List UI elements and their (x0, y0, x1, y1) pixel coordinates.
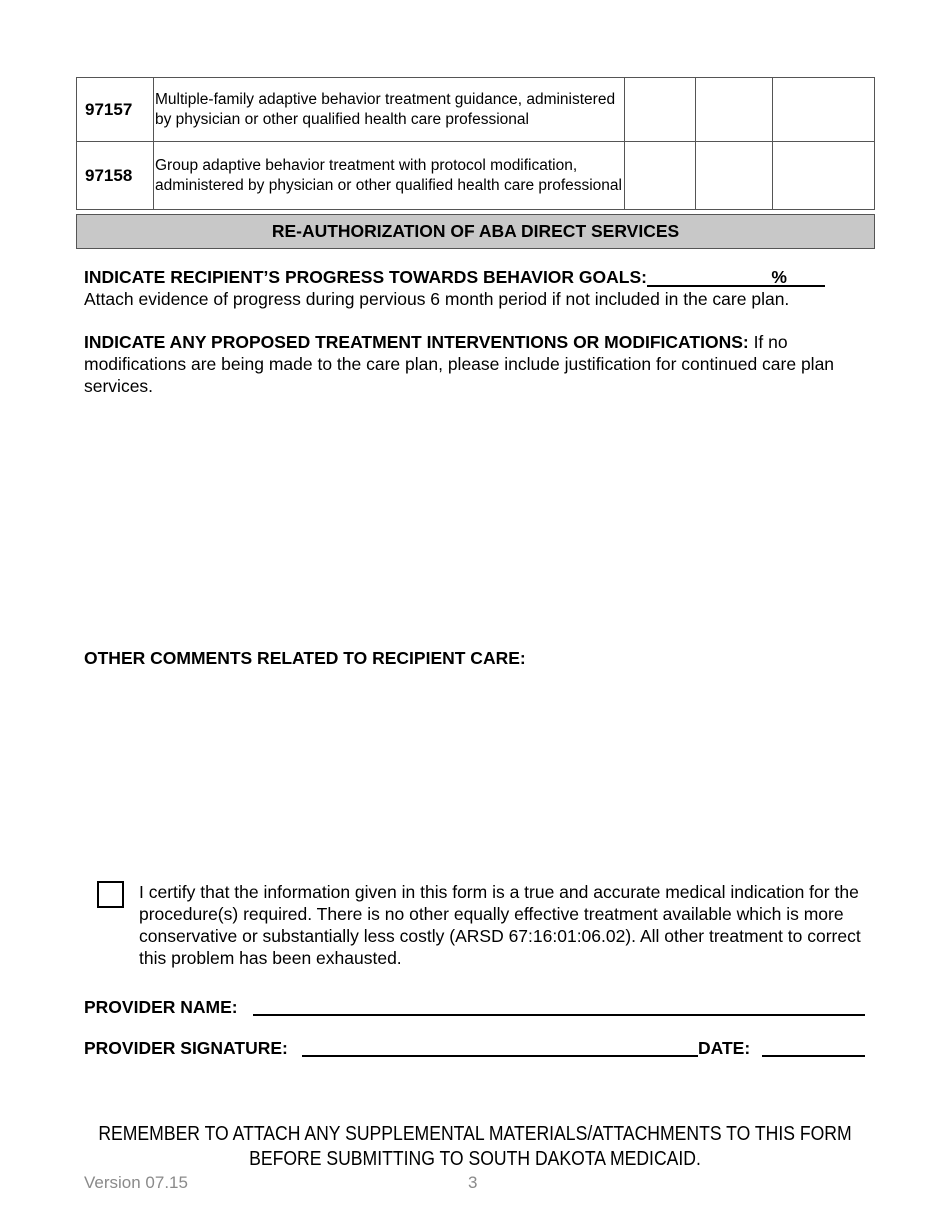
progress-percent-field[interactable] (647, 268, 825, 287)
procedure-code: 97157 (77, 78, 154, 142)
procedure-description: Group adaptive behavior treatment with protocol modification, administered by physician or other qualified health care professional (154, 142, 625, 210)
certification-text: I certify that the information given in this form is a true and accurate medical indication for the procedure(s) required. There is no other equally effective treatment available which is more conservative or substantially less costly (ARSD 67:16:01:06.02). All other treatment to correct this problem has been exhausted. (139, 882, 861, 968)
entry-cell[interactable] (773, 142, 875, 210)
procedure-code: 97158 (77, 142, 154, 210)
certify-checkbox[interactable] (97, 881, 124, 908)
submission-reminder (92, 1122, 858, 1172)
provider-signature-label: PROVIDER SIGNATURE: (84, 1038, 288, 1058)
progress-section (84, 266, 869, 310)
interventions-label: INDICATE ANY PROPOSED TREATMENT INTERVENTIONS OR MODIFICATIONS: (84, 332, 749, 352)
interventions-section (84, 331, 869, 397)
date-label: DATE: (698, 1038, 751, 1058)
date-field[interactable] (762, 1055, 865, 1057)
entry-cell[interactable] (625, 142, 696, 210)
entry-cell[interactable] (625, 78, 696, 142)
reminder-line-1: REMEMBER TO ATTACH ANY SUPPLEMENTAL MATERIALS/ATTACHMENTS TO THIS FORM (98, 1123, 852, 1145)
comments-label: OTHER COMMENTS RELATED TO RECIPIENT CARE: (84, 648, 526, 668)
percent-symbol: % (771, 267, 787, 287)
provider-name-field[interactable] (253, 1014, 865, 1016)
progress-label: INDICATE RECIPIENT’S PROGRESS TOWARDS BEHAVIOR GOALS: (84, 267, 647, 287)
page-number: 3 (468, 1173, 478, 1192)
provider-signature-field[interactable] (302, 1055, 698, 1057)
entry-cell[interactable] (773, 78, 875, 142)
entry-cell[interactable] (696, 142, 773, 210)
procedure-description: Multiple-family adaptive behavior treatment guidance, administered by physician or other qualified health care professional (154, 78, 625, 142)
reminder-line-2: BEFORE SUBMITTING TO SOUTH DAKOTA MEDICAID. (249, 1148, 701, 1170)
entry-cell[interactable] (696, 78, 773, 142)
form-version: Version 07.15 (84, 1173, 188, 1192)
procedure-codes-table (76, 77, 875, 210)
interventions-note: If no modifications are being made to the care plan, please include justification for continued care plan services. (84, 332, 835, 396)
provider-name-label: PROVIDER NAME: (84, 997, 238, 1017)
progress-note: Attach evidence of progress during pervious 6 month period if not included in the care plan. (84, 289, 790, 309)
reauthorization-heading: RE-AUTHORIZATION OF ABA DIRECT SERVICES (76, 214, 875, 249)
table-row (77, 78, 875, 142)
table-row (77, 142, 875, 210)
